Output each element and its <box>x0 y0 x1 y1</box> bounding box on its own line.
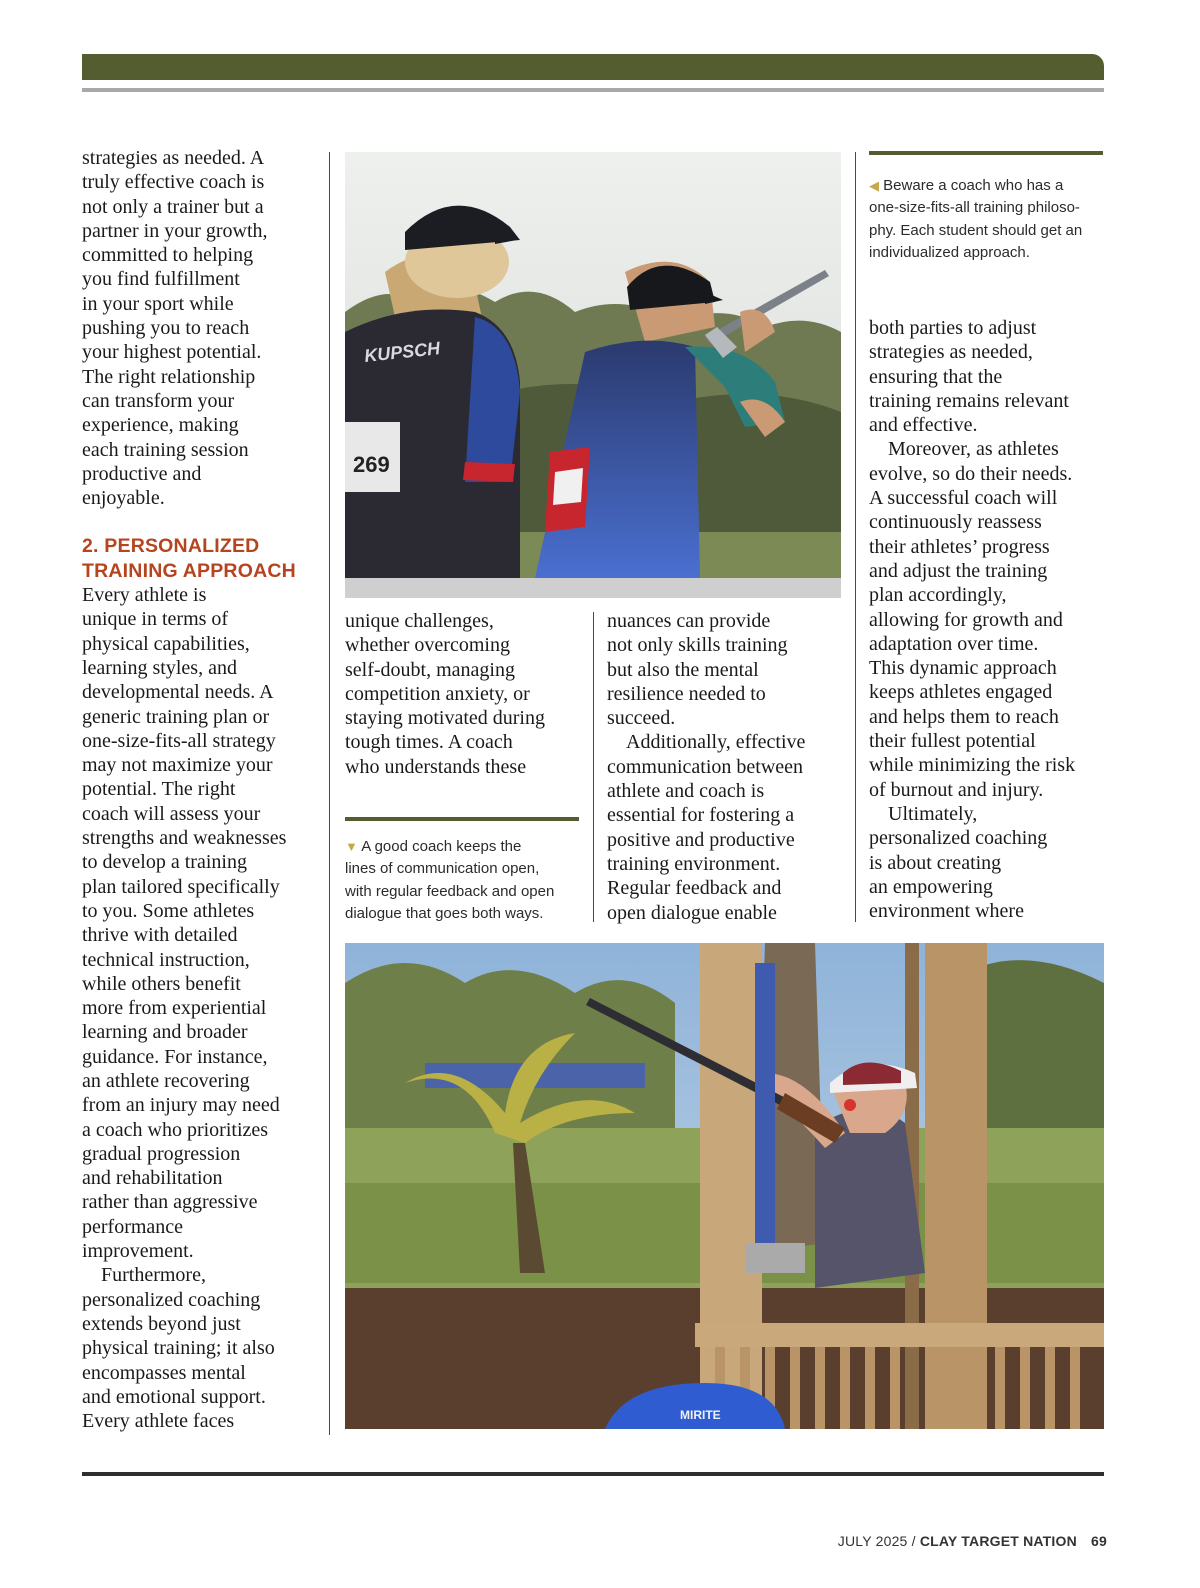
text-line: and helps them to reach <box>869 705 1059 728</box>
text-line: but also the mental <box>607 658 759 681</box>
bib-number: 269 <box>353 452 390 477</box>
text-line: encompasses mental <box>82 1361 246 1384</box>
text-line: coach will assess your <box>82 802 261 825</box>
text-line: Every athlete is <box>82 584 207 607</box>
text-line: learning styles, and <box>82 656 237 679</box>
caption-rule <box>869 151 1103 155</box>
text-line: open dialogue enable <box>607 901 777 924</box>
caption-line: Beware a coach who has a <box>883 177 1064 194</box>
text-line: a coach who prioritizes <box>82 1118 269 1141</box>
text-line: pushing you to reach <box>82 317 250 340</box>
text-line: strategies as needed. A <box>82 147 265 169</box>
text-line: plan accordingly, <box>869 584 1007 607</box>
text-line: from an injury may need <box>82 1094 280 1117</box>
text-line: who understands these <box>345 755 527 778</box>
caption-text <box>869 177 1082 261</box>
article-column-2 <box>345 609 581 779</box>
triangle-down-icon: ▼ <box>345 839 358 854</box>
text-line: may not maximize your <box>82 754 273 777</box>
caption-line: with regular feedback and open <box>345 882 555 900</box>
text-line: and rehabilitation <box>82 1167 223 1190</box>
text-line: committed to helping <box>82 244 254 267</box>
text-line: succeed. <box>607 707 676 730</box>
text-line: strengths and weaknesses <box>82 827 287 850</box>
text-line: productive and <box>82 462 202 485</box>
text-line: keeps athletes engaged <box>869 681 1053 704</box>
photo-caption <box>345 836 581 925</box>
text-line: potential. The right <box>82 778 236 801</box>
text-line: not only skills training <box>607 634 788 657</box>
text-line: positive and productive <box>607 828 795 851</box>
text-line: plan tailored specifically <box>82 875 280 898</box>
caption-line: one-size-fits-all training philoso- <box>869 199 1080 217</box>
text-line: training remains relevant <box>869 389 1069 412</box>
paragraph <box>607 609 843 730</box>
text-line: nuances can provide <box>607 610 771 632</box>
triangle-left-icon: ◀ <box>869 178 879 193</box>
text-line: is about creating <box>869 851 1002 874</box>
caption-text <box>345 838 554 922</box>
text-line: and emotional support. <box>82 1385 266 1408</box>
text-line: truly effective coach is <box>82 171 265 194</box>
caption-line: individualized approach. <box>869 243 1030 261</box>
paragraph <box>82 146 322 510</box>
photo-shooter-pavilion <box>345 943 1104 1429</box>
text-line: The right relationship <box>82 365 256 388</box>
paragraph <box>82 1263 322 1433</box>
text-line: to develop a training <box>82 851 247 874</box>
text-line: allowing for growth and <box>869 608 1063 631</box>
paragraph <box>869 437 1105 801</box>
footer-rule <box>82 1472 1104 1476</box>
text-line: staying motivated during <box>345 707 545 730</box>
text-line: can transform your <box>82 389 235 412</box>
text-line: one-size-fits-all strategy <box>82 729 276 752</box>
page-number: 69 <box>1091 1533 1107 1549</box>
text-line: learning and broader <box>82 1021 248 1044</box>
text-line: strategies as needed, <box>869 341 1033 364</box>
text-line: guidance. For instance, <box>82 1045 268 1068</box>
text-line: Regular feedback and <box>607 877 782 900</box>
text-line: rather than aggressive <box>82 1191 258 1214</box>
text-line: experience, making <box>82 414 239 437</box>
text-line: Moreover, as athletes <box>888 438 1059 461</box>
text-line: technical instruction, <box>82 948 250 971</box>
caption-line: dialogue that goes both ways. <box>345 904 544 922</box>
text-line: tough times. A coach <box>345 731 513 754</box>
text-line: competition anxiety, or <box>345 682 530 705</box>
text-line: Additionally, effective <box>626 731 806 754</box>
page-footer <box>838 1533 1107 1549</box>
text-line: an athlete recovering <box>82 1069 250 1092</box>
text-line: Ultimately, <box>888 802 978 825</box>
text-line: while others benefit <box>82 972 241 995</box>
text-line: whether overcoming <box>345 634 510 657</box>
header-rule <box>82 88 1104 92</box>
article-column-4 <box>869 316 1105 923</box>
text-line: your highest potential. <box>82 341 262 364</box>
heading-line: TRAINING APPROACH <box>82 559 296 582</box>
text-line: enjoyable. <box>82 487 165 510</box>
text-line: partner in your growth, <box>82 219 268 242</box>
text-line: personalized coaching <box>82 1288 261 1311</box>
text-line: ensuring that the <box>869 365 1003 388</box>
text-line: communication between <box>607 755 804 778</box>
text-line: in your sport while <box>82 292 234 315</box>
paragraph <box>869 316 1105 437</box>
text-line: environment where <box>869 900 1024 923</box>
text-line: their athletes’ progress <box>869 535 1050 558</box>
text-line: developmental needs. A <box>82 681 274 704</box>
text-line: continuously reassess <box>869 511 1042 534</box>
caption-line: phy. Each student should get an <box>869 221 1083 239</box>
paragraph <box>869 802 1105 923</box>
text-line: personalized coaching <box>869 827 1048 850</box>
text-line: improvement. <box>82 1240 194 1263</box>
vest-name: KUPSCH <box>363 338 442 366</box>
text-line: both parties to adjust <box>869 317 1037 339</box>
text-line: training environment. <box>607 852 781 875</box>
text-line: thrive with detailed <box>82 924 238 947</box>
bucket-label: MIRITE <box>680 1408 721 1422</box>
text-line: and adjust the training <box>869 559 1048 582</box>
text-line: their fullest potential <box>869 730 1036 753</box>
column-divider <box>855 152 856 922</box>
text-line: This dynamic approach <box>869 657 1057 680</box>
issue-date: JULY 2025 / <box>837 1533 916 1549</box>
article-column-1 <box>82 146 322 1433</box>
caption-line: A good coach keeps the <box>361 838 522 855</box>
text-line: physical capabilities, <box>82 632 250 655</box>
text-line: essential for fostering a <box>607 804 795 827</box>
caption-rule <box>345 817 579 821</box>
paragraph <box>82 583 322 1263</box>
text-line: each training session <box>82 438 249 461</box>
text-line: and effective. <box>869 414 978 437</box>
text-line: evolve, so do their needs. <box>869 462 1073 485</box>
text-line: resilience needed to <box>607 682 766 705</box>
text-line: self-doubt, managing <box>345 658 515 681</box>
text-line: adaptation over time. <box>869 632 1039 655</box>
magazine-title: CLAY TARGET NATION <box>919 1533 1077 1549</box>
text-line: to you. Some athletes <box>82 899 255 922</box>
text-line: unique in terms of <box>82 608 229 631</box>
text-line: performance <box>82 1215 184 1238</box>
text-line: Furthermore, <box>101 1264 206 1287</box>
text-line: of burnout and injury. <box>869 778 1044 801</box>
text-line: generic training plan or <box>82 705 270 728</box>
text-line: an empowering <box>869 875 993 898</box>
text-line: athlete and coach is <box>607 780 765 803</box>
photo-caption <box>869 175 1109 264</box>
paragraph <box>345 609 581 779</box>
column-divider <box>593 612 594 922</box>
text-line: unique challenges, <box>345 610 494 632</box>
text-line: not only a trainer but a <box>82 195 264 218</box>
header-bar <box>82 54 1104 80</box>
text-line: Every athlete faces <box>82 1410 235 1433</box>
heading-line: 2. PERSONALIZED <box>82 535 260 558</box>
text-line: extends beyond just <box>82 1312 241 1335</box>
text-line: more from experiential <box>82 997 267 1020</box>
text-line: gradual progression <box>82 1142 241 1165</box>
article-column-3 <box>607 609 843 925</box>
column-divider <box>329 152 330 1435</box>
text-line: you find fulfillment <box>82 268 240 291</box>
caption-line: lines of communication open, <box>345 860 540 878</box>
section-heading <box>82 534 322 583</box>
paragraph <box>607 730 843 924</box>
photo-two-shooters <box>345 152 841 598</box>
text-line: physical training; it also <box>82 1337 275 1360</box>
text-line: A successful coach will <box>869 487 1058 510</box>
text-line: while minimizing the risk <box>869 754 1076 777</box>
